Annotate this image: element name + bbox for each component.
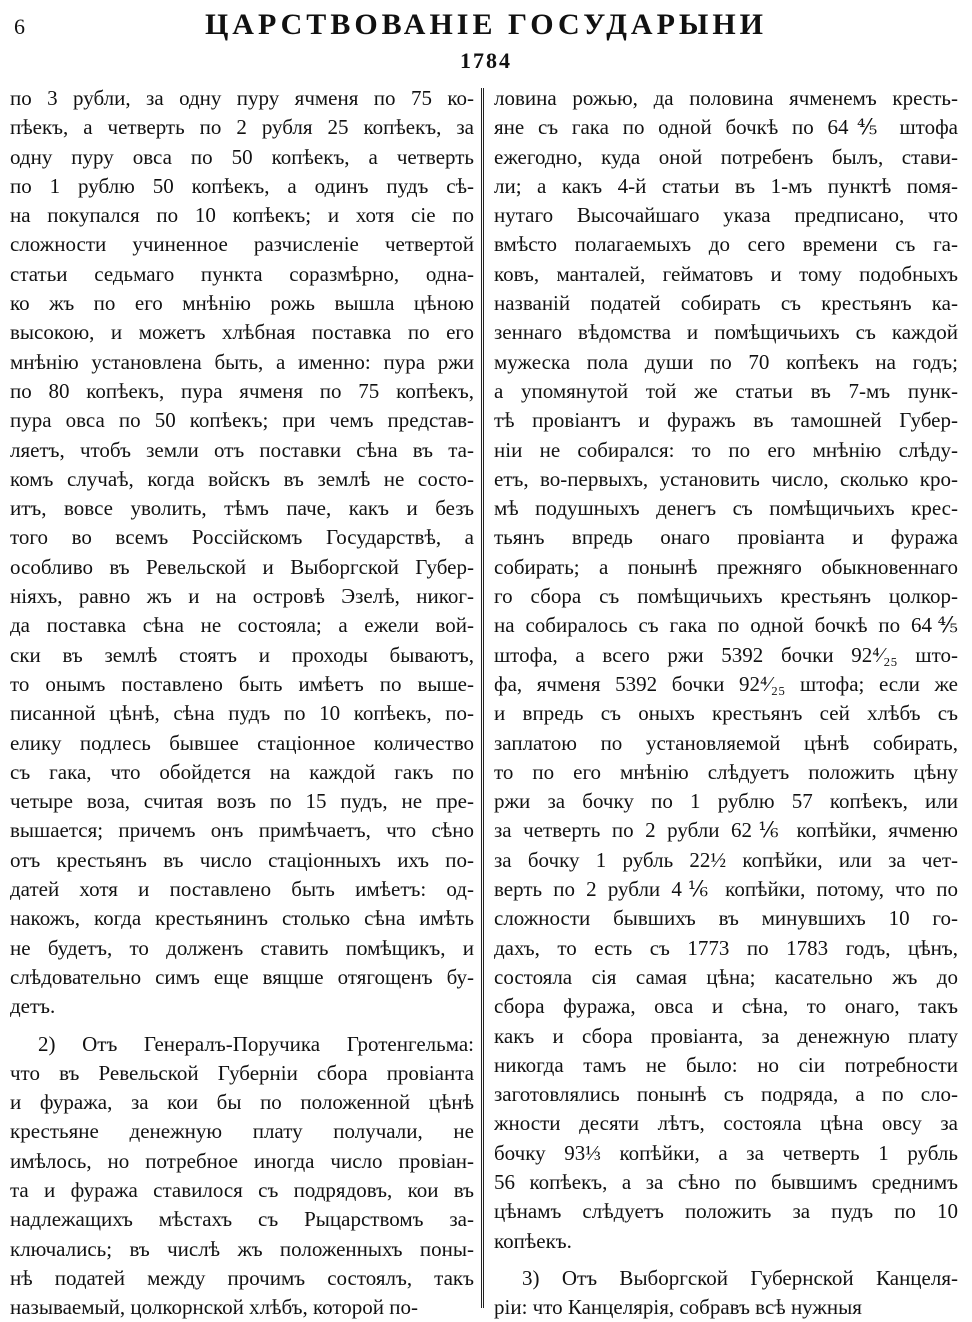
text-line: ли; а какъ 4-й статьи въ 1-мъ пунктѣ помя- bbox=[494, 173, 958, 198]
text-line: нѣ податей между прочимъ состоялъ, такъ bbox=[10, 1265, 474, 1290]
paragraph-gap bbox=[10, 1022, 474, 1030]
text-line: нутаго Высочайшаго указа предписано, что bbox=[494, 203, 958, 228]
text-line: 2) Отъ Генералъ-Поручика Гротенгельма: bbox=[38, 1031, 474, 1056]
text-line: сложности бывшихъ въ минувшихъ 10 го- bbox=[494, 906, 958, 931]
text-line: го сбора съ помѣщичьихъ крестьянъ цолкор- bbox=[494, 584, 958, 609]
text-line: крестьяне денежную плату получали, не bbox=[10, 1119, 474, 1144]
text-line: та и фуража ставилося съ подрядовъ, кои въ bbox=[10, 1177, 474, 1202]
text-line: заплатою по установляемой цѣнѣ собирать, bbox=[494, 730, 958, 755]
text-line: копѣекъ. bbox=[494, 1228, 572, 1253]
text-line: дахъ, то есть съ 1773 по 1783 годъ, цѣнъ, bbox=[494, 935, 958, 960]
text-line: вмѣсто полагаемыхъ до сего времени съ га- bbox=[494, 232, 958, 257]
text-line: состояла сія самая цѣна; касательно жъ до bbox=[494, 964, 958, 989]
text-line: то по его мнѣнію слѣдуетъ положить цѣну bbox=[494, 759, 958, 784]
text-line: и впредь съ оныхъ крестьянъ сей хлѣбъ съ bbox=[494, 701, 958, 726]
text-line: какъ и сбора провіанта, за денежную плату bbox=[494, 1023, 958, 1048]
text-line: 3) Отъ Выборгской Губернской Канцеля- bbox=[522, 1265, 958, 1290]
text-line: ніи не собирался: то по его мнѣнію слѣду- bbox=[494, 437, 958, 462]
text-line: датей хотя и поставлено быть имѣетъ: од- bbox=[10, 877, 474, 902]
text-line: на собиралось съ гака по одной бочкѣ по 64⅘ bbox=[494, 613, 958, 638]
text-line: да поставка сѣна не состояла; а ежели вой- bbox=[10, 613, 474, 638]
text-line: бочку 93⅓ копѣйки, а за четверть 1 рубль bbox=[494, 1140, 958, 1165]
text-line: мнѣнію установлена быть, а именно: пура ржи bbox=[10, 349, 474, 374]
text-line: пура овса по 50 копѣекъ; при чемъ представ- bbox=[10, 408, 474, 433]
text-line: называемый, цолкорнской хлѣбъ, которой по- bbox=[10, 1295, 419, 1320]
text-line: 56 копѣекъ, а за сѣно по бывшимъ среднимъ bbox=[494, 1169, 958, 1194]
text-line: пѣекъ, а четверть по 2 рубля 25 копѣекъ, за bbox=[10, 115, 474, 140]
text-line: ковъ, манталей, гейматовъ и тому подобныхъ bbox=[494, 261, 958, 286]
text-line: по 1 рублю 50 копѣекъ, а одинъ пудъ сѣ- bbox=[10, 173, 474, 198]
text-line: то онымъ поставлено быть имѣетъ по выше- bbox=[10, 671, 474, 696]
text-line: накожъ, когда крестьянинъ столько сѣна имѣть bbox=[10, 906, 474, 931]
year-heading: 1784 bbox=[460, 48, 512, 73]
column-rule bbox=[481, 88, 484, 1308]
text-line: а упомянутой той же статьи въ 7-мъ пунк- bbox=[494, 378, 958, 403]
text-line: мужеска пола души по 70 копѣекъ на годъ; bbox=[494, 349, 958, 374]
text-line: слѣдовательно симъ еще вящше отягощенъ бу- bbox=[10, 964, 474, 989]
text-line: детъ. bbox=[10, 994, 56, 1019]
text-line: фа, ячменя 5392 бочки 92⁴⁄₂₅ штофа; если же bbox=[494, 671, 958, 696]
text-line: елику подлесь бывшее стаціонное количество bbox=[10, 730, 474, 755]
text-line: собирать; а понынѣ прежняго обыкновеннаго bbox=[494, 554, 958, 579]
text-line: тьянъ впредь онаго провіанта и фуража bbox=[494, 525, 958, 550]
text-line: вышается; причемъ онъ примѣчаетъ, что сѣно bbox=[10, 818, 474, 843]
text-line: имѣлось, но потребное иногда число провіан- bbox=[10, 1148, 474, 1173]
text-line: того во всемъ Россійскомъ Государствѣ, а bbox=[10, 525, 474, 550]
text-line: ски въ землѣ стоятъ и проходы бываютъ, bbox=[10, 642, 474, 667]
running-head: ЦАРСТВОВАНІЕ ГОСУДАРЫНИ bbox=[204, 8, 768, 41]
text-line: по 80 копѣекъ, пура ячменя по 75 копѣекъ, bbox=[10, 378, 474, 403]
text-line: ніяхъ, равно жъ и на островѣ Эзелѣ, никог- bbox=[10, 584, 474, 609]
text-line: не будетъ, то долженъ ставить помѣщикъ, и bbox=[10, 935, 474, 960]
text-line: ко жъ по его мнѣнію рожь вышла цѣною bbox=[10, 291, 474, 316]
text-line: никогда тамъ не было: но сіи потребности bbox=[494, 1052, 958, 1077]
text-line: ріи: что Канцелярія, собравъ всѣ нужныя bbox=[494, 1295, 862, 1320]
text-line: штофа, а всего ржи 5392 бочки 92⁴⁄₂₅ што- bbox=[494, 642, 958, 667]
text-line: по 3 рубли, за одну пуру ячменя по 75 ко- bbox=[10, 86, 474, 110]
text-line: комъ случаѣ, когда войскъ въ землѣ не состо- bbox=[10, 466, 474, 491]
text-line: ключались; въ числѣ жъ положенныхъ поны- bbox=[10, 1236, 474, 1261]
text-line: надлежащихъ мѣстахъ съ Рыцарствомъ за- bbox=[10, 1207, 474, 1232]
text-line: ловина рожью, да половина ячменемъ кресть- bbox=[494, 86, 958, 110]
text-line: ляетъ, чтобъ земли отъ поставки сѣна въ та- bbox=[10, 437, 474, 462]
text-line: верть по 2 рубли 4⅙ копѣйки, потому, что по bbox=[494, 877, 958, 902]
text-line: за четверть по 2 рубли 62⅙ копѣйки, ячменю bbox=[494, 818, 958, 843]
text-line: названій податей собирать съ крестьянъ ка- bbox=[494, 291, 958, 316]
page-number: 6 bbox=[14, 14, 25, 39]
text-line: отъ крестьянъ въ число стаціонныхъ ихъ по- bbox=[10, 847, 474, 872]
text-line: заготовлялись понынѣ съ подряда, а по сло- bbox=[494, 1082, 958, 1107]
text-line: одну пуру овса по 50 копѣекъ, а четверть bbox=[10, 144, 474, 169]
text-line: что въ Ревельской Губерніи сбора провіанта bbox=[10, 1060, 474, 1085]
text-line: жности десяти лѣтъ, состояла цѣна овсу за bbox=[494, 1111, 958, 1136]
left-column bbox=[10, 84, 474, 1322]
text-line: сбора фуража, овса и сѣна, то онаго, такъ bbox=[494, 994, 958, 1019]
text-line: на покупался по 10 копѣекъ; и хотя сіе по bbox=[10, 203, 474, 228]
text-line: мѣ подушныхъ денегъ съ помѣщичьихъ крес- bbox=[494, 496, 958, 521]
text-line: цѣнамъ слѣдуетъ положить за пудъ по 10 bbox=[494, 1199, 958, 1224]
text-line: ежегодно, куда оной потребенъ былъ, стави- bbox=[494, 144, 958, 169]
text-line: за бочку 1 рубль 22½ копѣйки, или за чет- bbox=[494, 847, 958, 872]
text-line: итъ, вовсе уволить, тѣмъ паче, какъ и безъ bbox=[10, 496, 474, 521]
text-line: тѣ провіантъ и фуражъ въ тамошней Губер- bbox=[494, 408, 958, 433]
text-line: высокою, и можетъ хлѣбная поставка по его bbox=[10, 320, 474, 345]
text-line: съ гака, что обойдется на каждой гакъ по bbox=[10, 759, 474, 784]
text-line: сложности учиненное разчисленіе четвертой bbox=[10, 232, 474, 257]
text-line: писанной цѣнѣ, сѣна пудъ по 10 копѣекъ, по- bbox=[10, 701, 474, 726]
text-line: яне съ гака по одной бочкѣ по 64⅘ штофа bbox=[494, 115, 958, 140]
text-line: ржи за бочку по 1 рублю 57 копѣекъ, или bbox=[494, 789, 958, 814]
text-line: особливо въ Ревельской и Выборгской Губер- bbox=[10, 554, 474, 579]
text-line: етъ, во-первыхъ, установить число, сколько кро- bbox=[494, 466, 958, 491]
text-line: четыре воза, считая возъ по 15 пудъ, не пре- bbox=[10, 789, 474, 814]
text-line: зеннаго вѣдомства и помѣщичьихъ съ каждой bbox=[494, 320, 958, 345]
text-line: статьи седьмаго пункта соразмѣрно, одна- bbox=[10, 261, 474, 286]
text-line: и фуража, за кои бы по положенной цѣнѣ bbox=[10, 1090, 474, 1115]
right-column bbox=[494, 84, 958, 1322]
paragraph-gap bbox=[494, 1256, 958, 1264]
